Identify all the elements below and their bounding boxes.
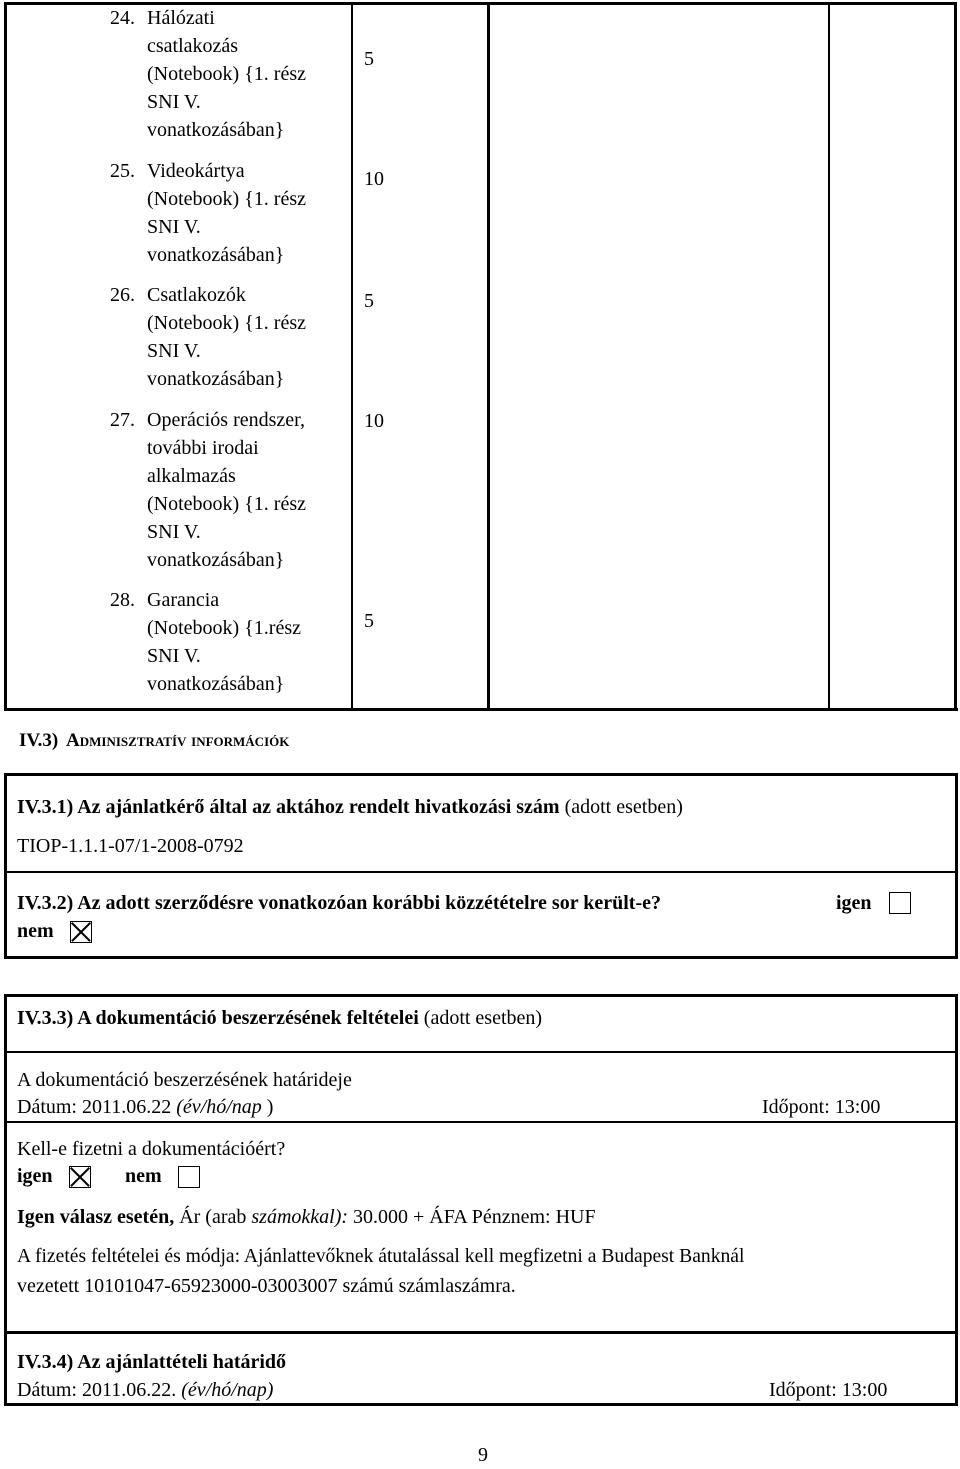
criterion-text: vonatkozásában}	[147, 119, 285, 141]
criterion-text: (Notebook) {1. rész	[147, 312, 306, 334]
section-title: Adminisztratív információk	[66, 730, 290, 751]
criterion-text: csatlakozás	[147, 35, 239, 57]
price-line: Igen válasz esetén, Ár (arab számokkal): 30.000 + ÁFA Pénznem: HUF	[17, 1206, 596, 1228]
criterion-number: 24.	[110, 7, 135, 29]
criterion-weight: 10	[364, 410, 384, 432]
criterion-text: Hálózati	[147, 7, 215, 29]
payment-terms-line2: vezetett 10101047-65923000-03003007 számú számlaszámra.	[17, 1275, 516, 1297]
criterion-text: vonatkozásában}	[147, 368, 285, 390]
iv31-heading: IV.3.1) Az ajánlatkérő által az aktához rendelt hivatkozási szám (adott esetben)	[17, 796, 683, 818]
iv33-date: Dátum: 2011.06.22 (év/hó/nap )	[17, 1096, 274, 1118]
criterion-text: (Notebook) {1. rész	[147, 63, 306, 85]
criterion-text: SNI V.	[147, 216, 201, 238]
page-number: 9	[478, 1444, 488, 1466]
criterion-text: (Notebook) {1.rész	[147, 617, 301, 639]
iv32-yes-label: igen	[836, 892, 872, 914]
criterion-weight: 10	[364, 168, 384, 190]
criterion-number: 27.	[110, 409, 135, 431]
criterion-text: SNI V.	[147, 645, 201, 667]
section-heading	[19, 727, 289, 755]
criterion-number: 28.	[110, 589, 135, 611]
deadline-label: A dokumentáció beszerzésének határideje	[17, 1069, 352, 1091]
iv33-time: Időpont: 13:00	[762, 1096, 881, 1118]
criterion-text: (Notebook) {1. rész	[147, 188, 306, 210]
iv32-no-label: nem	[17, 920, 54, 942]
iv34-date: Dátum: 2011.06.22. (év/hó/nap)	[17, 1379, 274, 1401]
pay-no-checkbox[interactable]	[178, 1166, 200, 1188]
criterion-text: vonatkozásában}	[147, 549, 285, 571]
criterion-weight: 5	[364, 48, 374, 70]
criterion-text: Csatlakozók	[147, 284, 246, 306]
criterion-text: Operációs rendszer,	[147, 409, 306, 431]
criterion-text: vonatkozásában}	[147, 673, 285, 695]
pay-yes-label: igen	[17, 1165, 53, 1187]
iv34-heading: IV.3.4) Az ajánlattételi határidő	[17, 1351, 287, 1373]
payment-terms-line1: A fizetés feltételei és módja: Ajánlattevőknek átutalással kell megfizetni a Budapest Banknál	[17, 1246, 745, 1267]
criterion-text: SNI V.	[147, 91, 201, 113]
criterion-text: Videokártya	[147, 160, 245, 182]
criterion-weight: 5	[364, 290, 374, 312]
criterion-weight: 5	[364, 610, 374, 632]
criterion-text: további irodai	[147, 437, 259, 459]
criterion-number: 26.	[110, 284, 135, 306]
criterion-text: vonatkozásában}	[147, 244, 285, 266]
criterion-text: (Notebook) {1. rész	[147, 493, 306, 515]
iv32-no-checkbox[interactable]	[70, 921, 92, 943]
criterion-text: Garancia	[147, 589, 220, 611]
reference-number: TIOP-1.1.1-07/1-2008-0792	[17, 835, 244, 857]
payment-question: Kell-e fizetni a dokumentációért?	[17, 1138, 286, 1160]
criterion-number: 25.	[110, 160, 135, 182]
pay-no-label: nem	[125, 1165, 162, 1187]
criterion-text: SNI V.	[147, 340, 201, 362]
section-number: IV.3)	[19, 730, 59, 751]
iv34-time: Időpont: 13:00	[769, 1379, 888, 1401]
criterion-text: alkalmazás	[147, 465, 236, 487]
iv32-heading: IV.3.2) Az adott szerződésre vonatkozóan korábbi közzétételre sor került-e?	[17, 892, 661, 914]
iv33-heading: IV.3.3) A dokumentáció beszerzésének feltételei (adott esetben)	[17, 1007, 543, 1029]
iv32-yes-checkbox[interactable]	[889, 892, 911, 914]
criterion-text: SNI V.	[147, 521, 201, 543]
pay-yes-checkbox[interactable]	[69, 1166, 91, 1188]
